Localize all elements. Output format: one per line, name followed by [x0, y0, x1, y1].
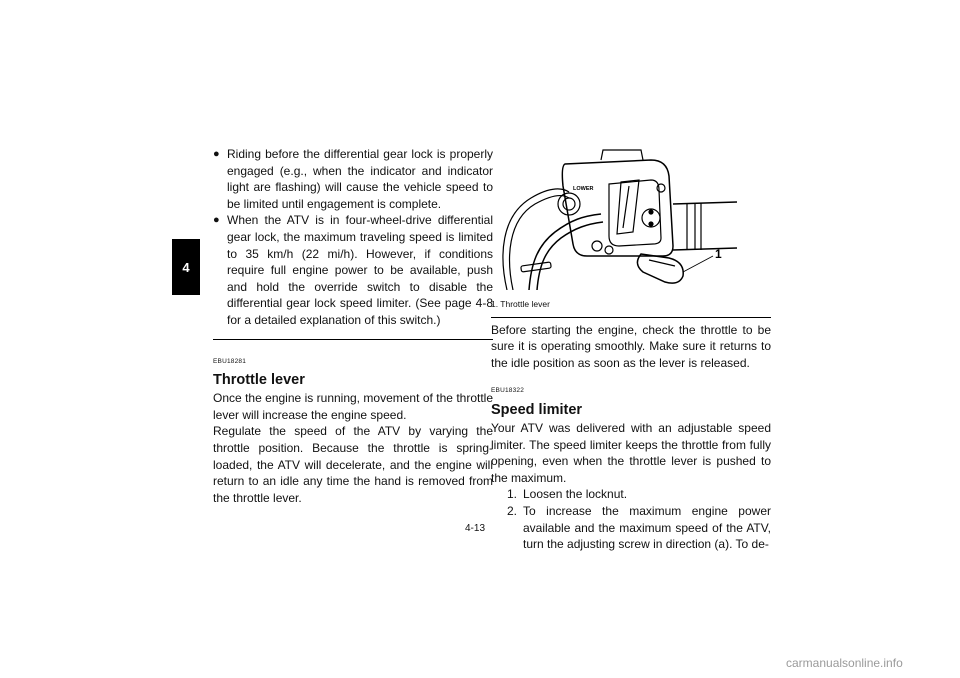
- section-code: EBU18281: [213, 357, 247, 365]
- watermark: carmanualsonline.info: [786, 656, 903, 670]
- bullet-dot-icon: ●: [213, 214, 220, 227]
- figure-label: LOWER: [573, 186, 594, 192]
- step-text: To increase the maximum engine power available and the maximum speed of the ATV, turn the adjusting screw in direction (a). To de-: [523, 503, 771, 552]
- steps-list: [491, 486, 771, 552]
- section-heading: Throttle lever: [213, 372, 305, 389]
- throttle-lever-illustration: [491, 146, 737, 290]
- figure-caption: 1. Throttle lever: [491, 299, 550, 309]
- step-number: 1.: [506, 487, 517, 502]
- figure-callout: 1: [715, 247, 722, 261]
- caption-divider: [491, 317, 771, 318]
- bullet-item: [213, 146, 493, 212]
- list-item: [491, 503, 771, 553]
- bullet-item: [213, 212, 493, 328]
- chapter-tab: [172, 239, 200, 295]
- section-heading: Speed limiter: [491, 401, 583, 418]
- body-paragraph: Before starting the engine, check the throttle to be sure it is operating smoothly. Make sure it returns to the idle position as soon as the lever is released.: [491, 322, 771, 370]
- right-column: [491, 146, 771, 553]
- list-item: [491, 486, 771, 503]
- chapter-tab-number: 4: [182, 259, 190, 275]
- throttle-lever-figure: [491, 146, 737, 290]
- bullet-text: When the ATV is in four-wheel-drive differential gear lock, the maximum traveling speed is limited to 35 km/h (22 mi/h). However, if conditions require full engine power to be available, push and hold the override switch to disable the differential gear lock speed limiter. (See page 4-8 for a detailed explanation of this switch.): [227, 213, 493, 327]
- section-code: EBU18322: [491, 387, 525, 395]
- step-number: 2.: [506, 503, 517, 518]
- step-text: Loosen the locknut.: [523, 487, 628, 502]
- body-paragraph: Regulate the speed of the ATV by varying the throttle position. Because the throttle is spring-loaded, the ATV will decelerate, and the engine will return to an idle any time the hand is removed from the throttle lever.: [213, 424, 493, 505]
- left-column: [213, 146, 493, 506]
- bullet-text: Riding before the differential gear lock is properly engaged (e.g., when the indicator and indicator light are flashing) will cause the vehicle speed to be limited until engagement is complete.: [227, 147, 493, 211]
- body-paragraph: Your ATV was delivered with an adjustable speed limiter. The speed limiter keeps the throttle from fully opening, even when the throttle lever is pushed to the maximum.: [491, 420, 771, 485]
- page-number: 4-13: [465, 523, 486, 534]
- bullet-dot-icon: ●: [213, 148, 220, 160]
- section-divider: [213, 339, 493, 340]
- body-paragraph: Once the engine is running, movement of the throttle lever will increase the engine speed.: [213, 391, 493, 422]
